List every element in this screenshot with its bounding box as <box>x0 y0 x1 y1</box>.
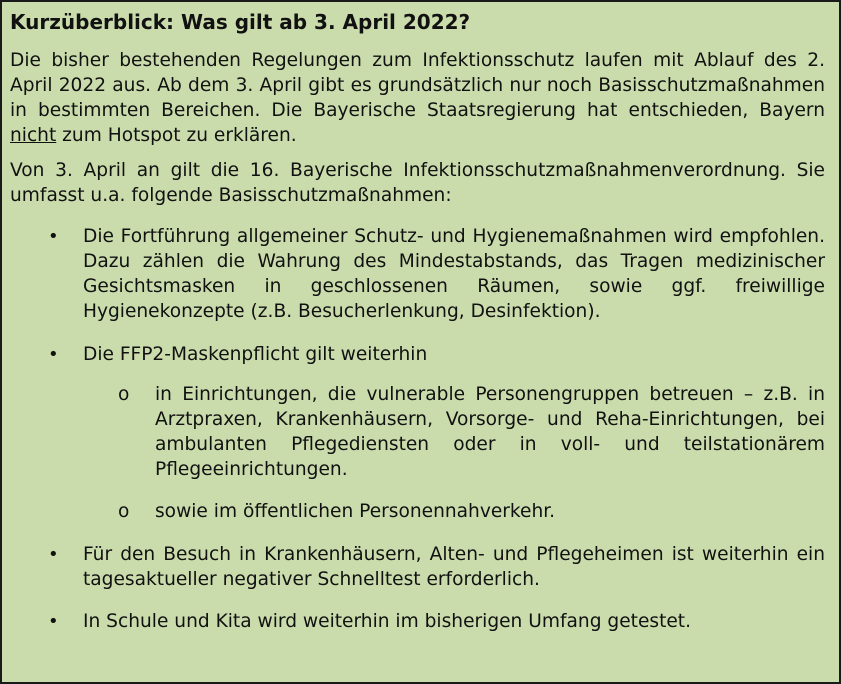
intro-paragraph <box>10 48 825 148</box>
intro-text-before: Die bisher bestehenden Regelungen zum Infektionsschutz laufen mit Ablauf des 2. April 2022 aus. Ab dem 3. April gibt es grundsätzlich nur noch Basisschutzmaßnahmen in bestimmten Bereichen. Die Bayerische Staatsregierung hat entschieden, Bayern <box>10 50 825 121</box>
intro-underlined-word: nicht <box>10 125 57 146</box>
intro-text-after: zum Hotspot zu erklären. <box>56 125 297 146</box>
circle-bullet-icon: o <box>118 501 130 522</box>
bullet-icon: • <box>48 226 59 247</box>
list-item-text: Die Fortführung allgemeiner Schutz- und Hygienemaßnahmen wird empfohlen. Dazu zählen die Wahrung des Mindestabstands, das Tragen medizinischer Gesichtsmasken in geschlossenen Räumen, sowie ggf. freiwillige Hygienekonzepte (z.B. Besucherlenkung, Desinfektion). <box>83 226 825 322</box>
sub-list-item <box>83 382 825 482</box>
list-item <box>10 542 825 592</box>
measures-list <box>10 224 825 634</box>
sub-list <box>83 382 825 524</box>
box-title: Kurzüberblick: Was gilt ab 3. April 2022? <box>10 10 471 34</box>
list-item-text: In Schule und Kita wird weiterhin im bisherigen Umfang getestet. <box>83 611 692 632</box>
sub-list-item-text: in Einrichtungen, die vulnerable Personengruppen betreuen – z.B. in Arztpraxen, Krankenhäusern, Vorsorge- und Reha-Einrichtungen, bei ambulanten Pflegediensten oder in voll- und teilstationärem Pflegeeinrichtungen. <box>155 384 825 480</box>
circle-bullet-icon: o <box>118 384 130 405</box>
sub-list-item-text: sowie im öffentlichen Personennahverkehr. <box>155 501 556 522</box>
bullet-icon: • <box>48 544 59 565</box>
list-item <box>10 224 825 324</box>
list-item-text: Für den Besuch in Krankenhäusern, Alten- und Pflegeheimen ist weiterhin ein tagesaktueller negativer Schnelltest erforderlich. <box>83 544 825 590</box>
sub-list-item <box>83 499 825 524</box>
bullet-icon: • <box>48 344 59 365</box>
list-item-text: Die FFP2-Maskenpflicht gilt weiterhin <box>83 344 428 365</box>
regulation-paragraph: Von 3. April an gilt die 16. Bayerische Infektionsschutzmaßnahmenverordnung. Sie umfasst u.a. folgende Basisschutzmaßnahmen: <box>10 160 825 206</box>
bullet-icon: • <box>48 611 59 632</box>
list-item <box>10 609 825 634</box>
list-item <box>10 342 825 524</box>
